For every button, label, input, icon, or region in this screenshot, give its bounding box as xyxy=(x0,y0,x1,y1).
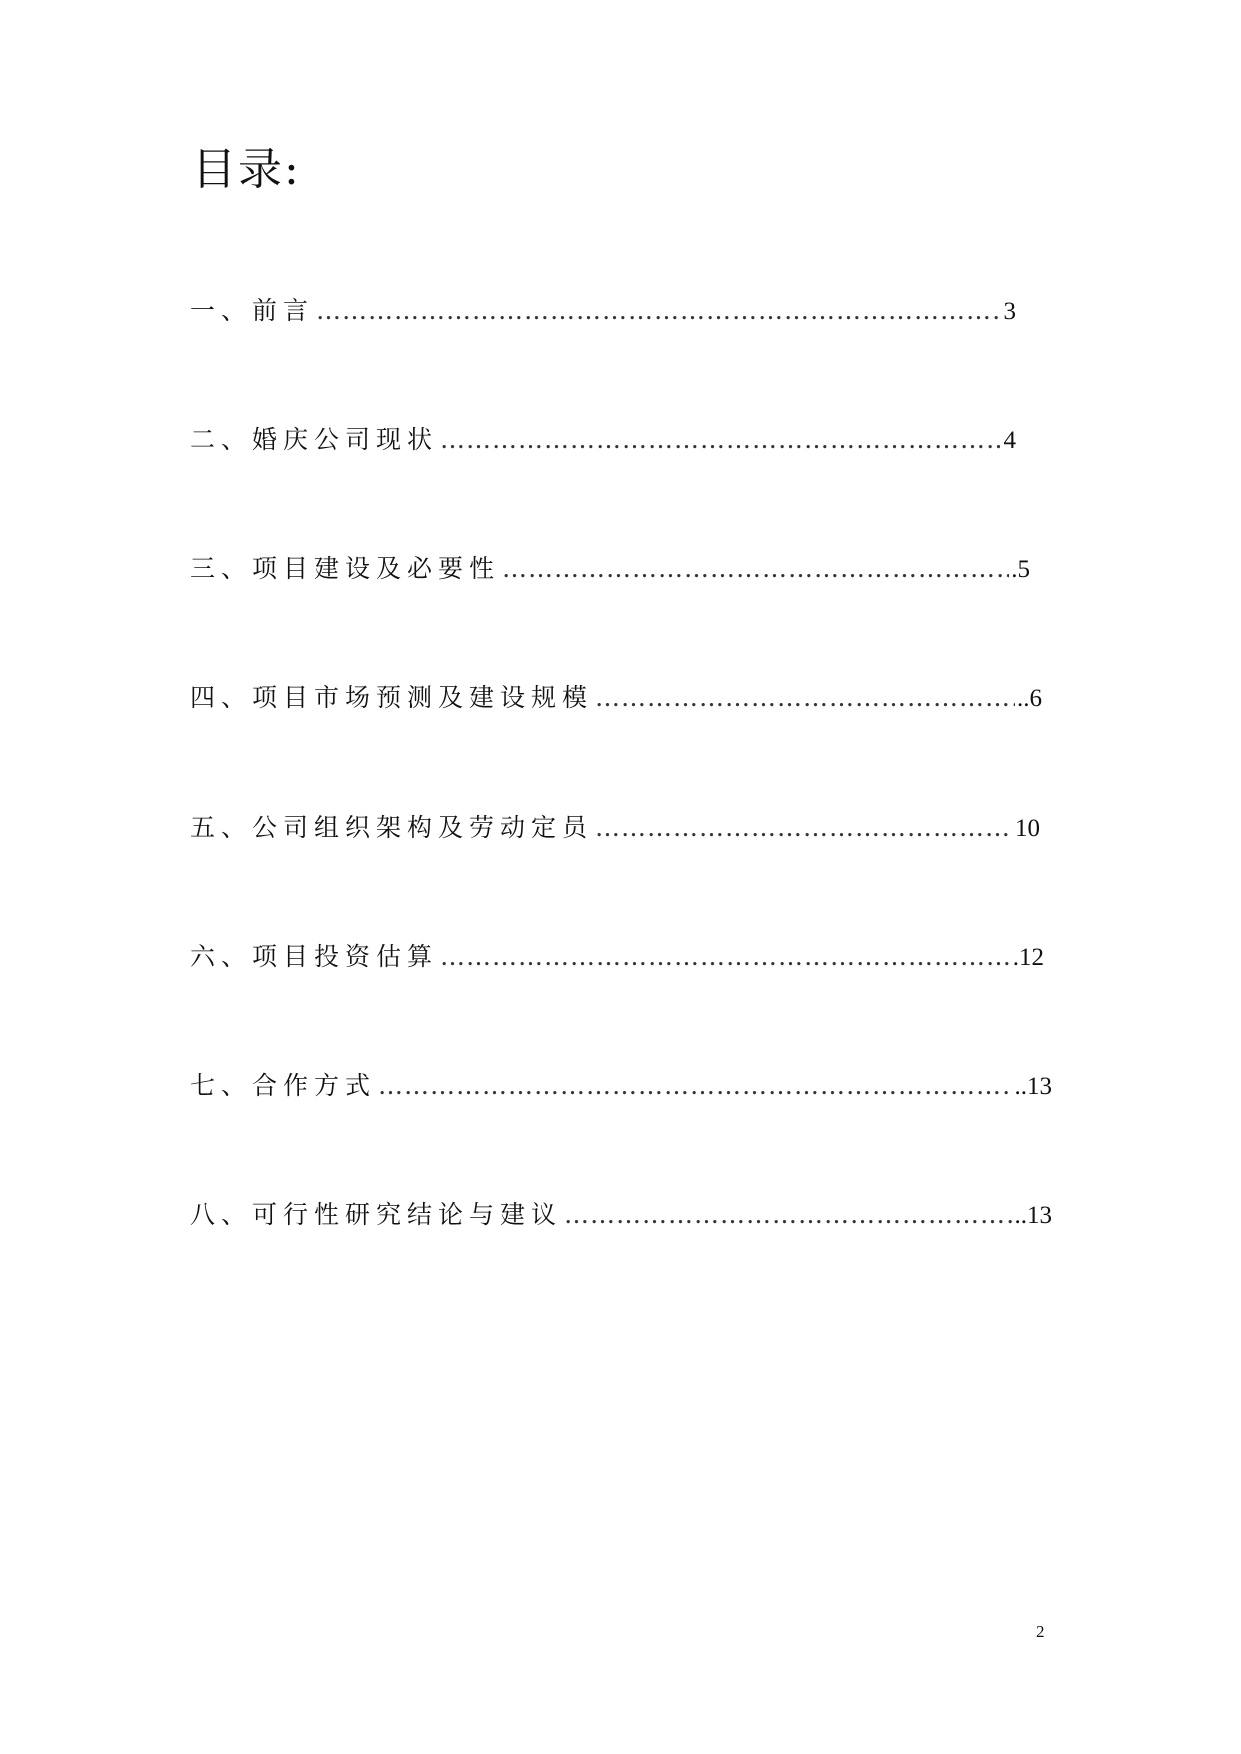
toc-item-5[interactable] xyxy=(190,815,1040,841)
toc-item-page: .5 xyxy=(1011,556,1030,583)
toc-item-4[interactable] xyxy=(190,685,1042,711)
toc-dot-leader xyxy=(502,556,1009,581)
toc-item-page: ..13 xyxy=(1014,1073,1052,1100)
toc-item-label: 七、合作方式 xyxy=(190,1071,377,1100)
toc-item-label: 三、项目建设及必要性 xyxy=(190,554,501,583)
toc-item-8[interactable] xyxy=(190,1202,1052,1228)
toc-dot-leader xyxy=(440,427,1001,452)
toc-item-1[interactable] xyxy=(190,298,1016,324)
toc-item-page: ..6 xyxy=(1017,685,1042,712)
page-title: 目录: xyxy=(192,144,301,195)
toc-item-label: 五、公司组织架构及劳动定员 xyxy=(190,813,594,842)
toc-dot-leader xyxy=(595,815,1013,840)
toc-dot-leader xyxy=(564,1202,1012,1227)
toc-dot-leader xyxy=(595,685,1015,710)
toc-dot-leader xyxy=(378,1073,1012,1098)
toc-item-3[interactable] xyxy=(190,556,1030,582)
toc-dot-leader xyxy=(440,944,1011,969)
toc-item-label: 四、项目市场预测及建设规模 xyxy=(190,683,594,712)
toc-item-page: .12 xyxy=(1012,944,1044,971)
toc-item-2[interactable] xyxy=(190,427,1016,453)
page-number: 2 xyxy=(1036,1622,1045,1641)
toc-item-page: 3 xyxy=(1003,298,1016,325)
toc-dot-leader xyxy=(316,298,1001,323)
toc-item-6[interactable] xyxy=(190,944,1044,970)
toc-item-page: 10 xyxy=(1015,815,1040,842)
toc-item-label: 六、项目投资估算 xyxy=(190,942,439,971)
toc-item-7[interactable] xyxy=(190,1073,1052,1099)
toc-item-label: 一、前言 xyxy=(190,296,315,325)
toc-item-label: 二、婚庆公司现状 xyxy=(190,425,439,454)
toc-item-page: ..13 xyxy=(1014,1202,1052,1229)
toc-item-page: 4 xyxy=(1003,427,1016,454)
toc-item-label: 八、可行性研究结论与建议 xyxy=(190,1200,563,1229)
